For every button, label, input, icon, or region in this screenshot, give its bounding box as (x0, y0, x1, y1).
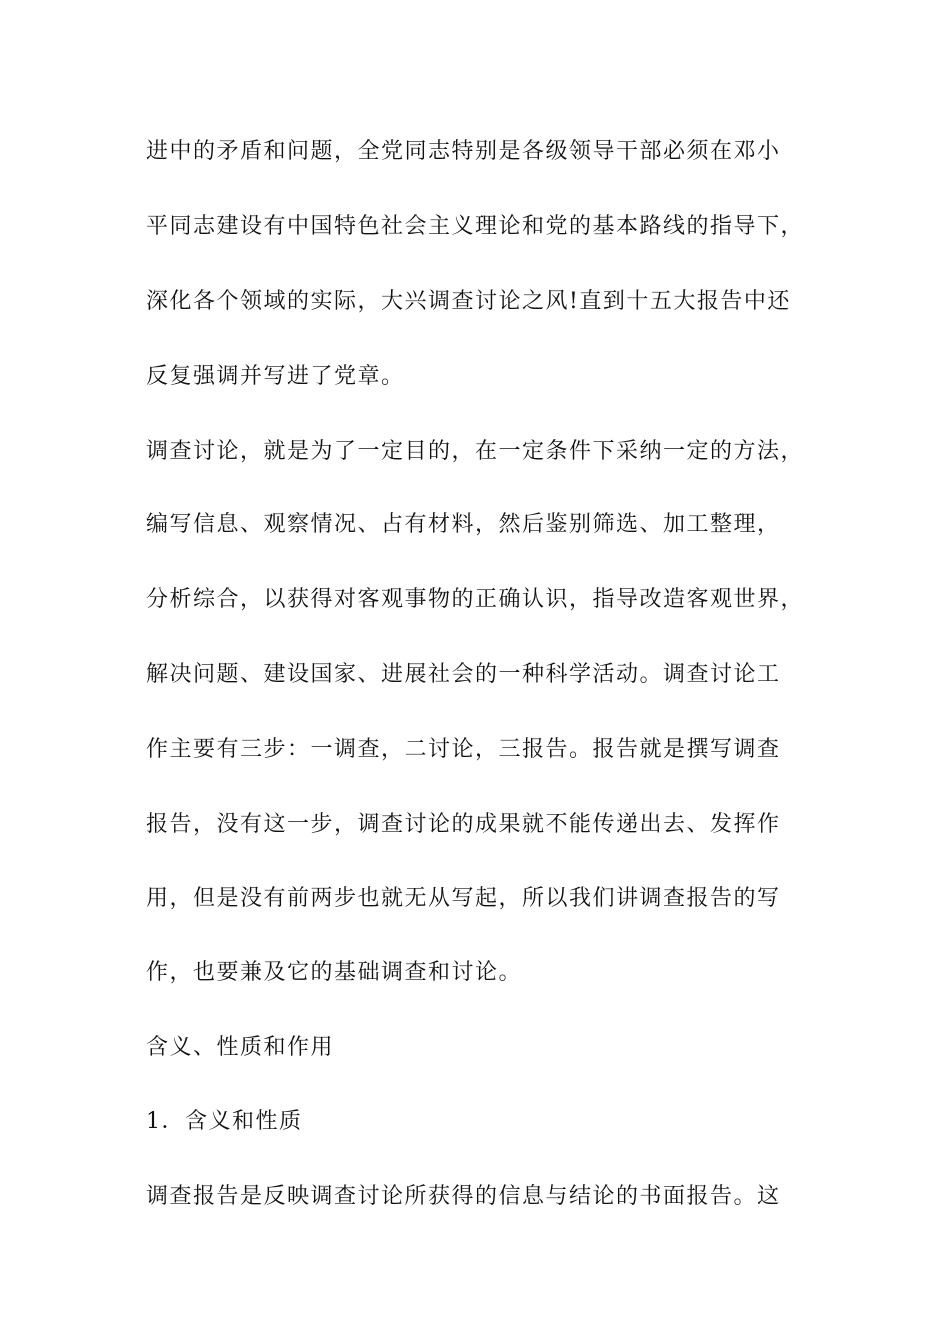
text-line: 调查报告是反映调查讨论所获得的信息与结论的书面报告。这 (146, 1184, 781, 1209)
text-line: 进中的矛盾和问题，全党同志特别是各级领导干部必须在邓小 (146, 139, 781, 164)
text-line: 解决问题、建设国家、进展社会的一种科学活动。调查讨论工 (146, 662, 781, 687)
text-line: 作主要有三步：一调查，二讨论，三报告。报告就是撰写调查 (146, 737, 781, 762)
text-line: 平同志建设有中国特色社会主义理论和党的基本路线的指导下， (146, 214, 805, 239)
text-line: 反复强调并写进了党章。 (146, 364, 405, 389)
text-line: 深化各个领域的实际，大兴调查讨论之风!直到十五大报告中还 (146, 289, 791, 314)
text-line: 报告，没有这一步，调查讨论的成果就不能传递出去、发挥作 (146, 812, 781, 837)
text-line: 分析综合，以获得对客观事物的正确认识，指导改造客观世界， (146, 587, 805, 612)
section-heading: 含义、性质和作用 (146, 1035, 335, 1060)
text-line: 调查讨论，就是为了一定目的，在一定条件下采纳一定的方法， (146, 439, 805, 464)
text-line: 编写信息、观察情况、占有材料，然后鉴别筛选、加工整理， (146, 512, 781, 537)
text-line: 作，也要兼及它的基础调查和讨论。 (146, 960, 523, 985)
subsection-heading: 1．含义和性质 (146, 1109, 303, 1134)
text-line: 用，但是没有前两步也就无从写起，所以我们讲调查报告的写 (146, 886, 781, 911)
